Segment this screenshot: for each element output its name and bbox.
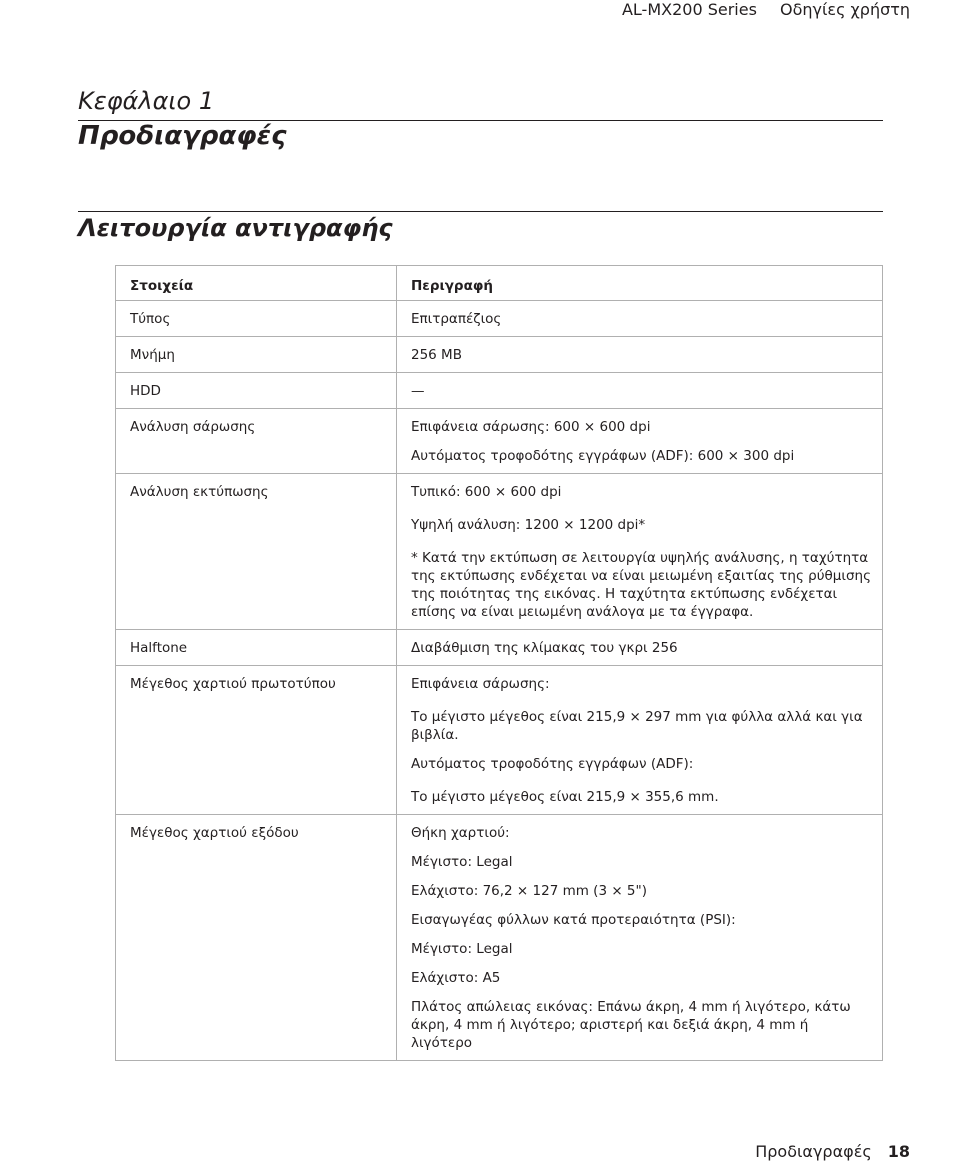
desc-line: Επιτραπέζιος — [411, 311, 502, 327]
desc-line: 256 MB — [411, 347, 462, 363]
desc-line: Μέγιστο: Legal — [411, 854, 513, 870]
desc-line: Αυτόματος τροφοδότης εγγράφων (ADF): — [411, 756, 694, 772]
column-header-item: Στοιχεία — [116, 266, 397, 301]
desc-line: Το μέγιστο μέγεθος είναι 215,9 × 297 mm για φύλλα αλλά και για βιβλία. — [411, 709, 863, 743]
table-row — [116, 301, 883, 337]
spec-table — [115, 265, 883, 1061]
running-header — [622, 0, 910, 19]
table-row — [116, 666, 883, 815]
row-item: Ανάλυση σάρωσης — [116, 409, 397, 474]
desc-line: Διαβάθμιση της κλίμακας του γκρι 256 — [411, 640, 678, 656]
row-item: HDD — [116, 373, 397, 409]
table-row — [116, 337, 883, 373]
section-title: Λειτουργία αντιγραφής — [78, 214, 393, 242]
header-model: AL-MX200 Series — [621, 0, 757, 19]
footnote: * Κατά την εκτύπωση σε λειτουργία υψηλής ανάλυσης, η ταχύτητα της εκτύπωσης ενδέχεται να είναι μειωμένη εξαιτίας της ρύθμισης της ποιότητας της εικόνας. Η ταχύτητα εκτύπωσης ενδέχεται επίσης να είναι μειωμένη ανάλογα με τα έγγραφα. — [411, 550, 871, 620]
desc-line: Υψηλή ανάλυση: 1200 × 1200 dpi* — [411, 517, 646, 533]
table-row — [116, 409, 883, 474]
desc-line: Πλάτος απώλειας εικόνας: Επάνω άκρη, 4 mm ή λιγότερο, κάτω άκρη, 4 mm ή λιγότερο; αριστερή και δεξιά άκρη, 4 mm ή λιγότερο — [411, 999, 851, 1051]
row-description — [397, 337, 883, 373]
table-row — [116, 373, 883, 409]
row-item: Halftone — [116, 630, 397, 666]
table-row — [116, 815, 883, 1061]
row-item: Μέγεθος χαρτιού εξόδου — [116, 815, 397, 1061]
row-description — [397, 815, 883, 1061]
column-header-description: Περιγραφή — [397, 266, 883, 301]
desc-line: — — [411, 383, 425, 399]
desc-line: Επιφάνεια σάρωσης: — [411, 676, 550, 692]
desc-line: Εισαγωγέας φύλλων κατά προτεραιότητα (PSI): — [411, 912, 736, 928]
row-item: Μέγεθος χαρτιού πρωτοτύπου — [116, 666, 397, 815]
chapter-title: Προδιαγραφές — [78, 121, 287, 151]
row-item: Τύπος — [116, 301, 397, 337]
desc-line: Θήκη χαρτιού: — [411, 825, 510, 841]
desc-line: Αυτόματος τροφοδότης εγγράφων (ADF): 600 × 300 dpi — [411, 448, 795, 464]
row-description — [397, 373, 883, 409]
row-description — [397, 409, 883, 474]
header-guide: Οδηγίες χρήστη — [780, 0, 910, 19]
row-description — [397, 630, 883, 666]
table-header-row — [116, 266, 883, 301]
table-row — [116, 630, 883, 666]
footer-section: Προδιαγραφές — [755, 1142, 872, 1161]
page-number: 18 — [887, 1142, 910, 1161]
running-footer — [755, 1142, 910, 1161]
row-description — [397, 301, 883, 337]
desc-line: Μέγιστο: Legal — [411, 941, 513, 957]
desc-line: Το μέγιστο μέγεθος είναι 215,9 × 355,6 mm. — [411, 789, 719, 805]
row-description — [397, 474, 883, 630]
desc-line: Ελάχιστο: A5 — [411, 970, 501, 986]
row-item: Μνήμη — [116, 337, 397, 373]
section-rule — [78, 211, 883, 212]
row-description — [397, 666, 883, 815]
table-row — [116, 474, 883, 630]
desc-line: Ελάχιστο: 76,2 × 127 mm (3 × 5") — [411, 883, 647, 899]
row-item: Ανάλυση εκτύπωσης — [116, 474, 397, 630]
chapter-label: Κεφάλαιο 1 — [78, 87, 215, 115]
desc-line: Επιφάνεια σάρωσης: 600 × 600 dpi — [411, 419, 651, 435]
desc-line: Τυπικό: 600 × 600 dpi — [411, 484, 562, 500]
